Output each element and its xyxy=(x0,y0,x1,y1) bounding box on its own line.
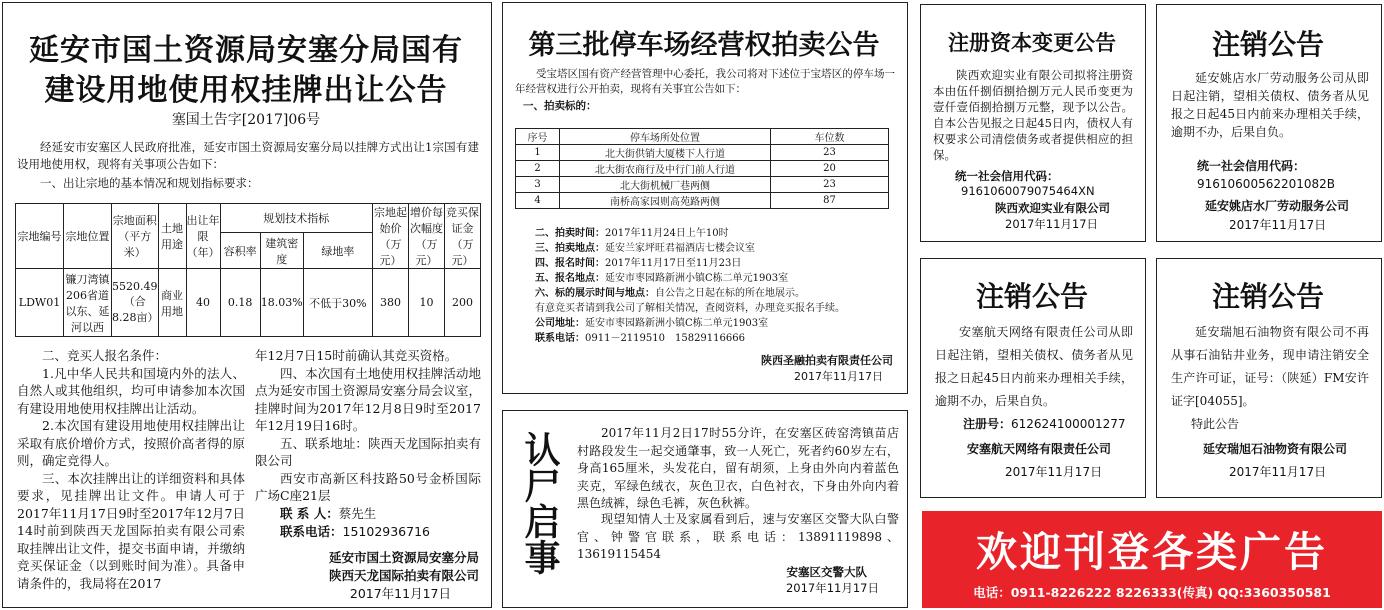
cancel1-title: 注销公告 xyxy=(1211,28,1324,61)
land-col1-para: 三、本次挂牌出让的详细资料和具体要求，见挂牌出让文件。申请人可于2017年11月17日9时至2017年12月7日14时前到陕西天龙国际拍卖有限公司索取挂牌出让文件，提交书面申请，并缴纳竞买保证金（以到账时间为准）。具备申请条件的，我局将在2017 xyxy=(17,470,245,591)
land-date: 2017年11月17日 xyxy=(349,586,451,601)
capital-signer: 陕西欢迎实业有限公司 xyxy=(995,201,1110,215)
capital-change-notice xyxy=(920,4,1146,242)
land-notice-title-line1: 延安市国土资源局安塞分局国有 xyxy=(29,33,463,68)
ad-headline: 欢迎刊登各类广告 xyxy=(976,528,1328,576)
phone-number: 15102936716 xyxy=(342,523,430,539)
phone-label: 联系电话： xyxy=(280,523,343,539)
cancel2-title: 注销公告 xyxy=(975,280,1088,313)
parking-row xyxy=(516,193,889,209)
cell-increment: 10 xyxy=(409,269,445,337)
parking-cell-location: 北大街农商行及中行门前人行道 xyxy=(560,161,771,177)
land-parcel-table xyxy=(15,203,481,337)
header-planning: 规划技术指标 xyxy=(220,204,373,233)
parking-date: 2017年11月17日 xyxy=(794,370,883,383)
header-code: 宗地编号 xyxy=(16,204,64,269)
parking-detail-line: 三、拍卖地点：延安兰家坪旺君福酒店七楼会议室 xyxy=(535,243,755,254)
parking-cell-no: 1 xyxy=(516,145,560,161)
parking-row xyxy=(516,145,889,161)
parking-cell-spaces: 87 xyxy=(771,193,889,209)
header-density: 建筑密度 xyxy=(260,233,303,269)
land-col2-para: 五、联系地址：陕西天龙国际拍卖有限公司 xyxy=(255,435,481,468)
cancel1-code-label: 统一社会信用代码： xyxy=(1197,159,1306,173)
ad-contact: 电话：0911-8226222 8226333(传真) QQ:3360350581 xyxy=(973,585,1331,600)
cancel1-body: 延安姚店水厂劳动服务公司从即日起注销，望相关债权、债务者从见报之日起45日内前来办理相关手续，逾期不办，后果自负。 xyxy=(1171,71,1369,139)
cell-green: 不低于30% xyxy=(303,269,372,337)
header-use: 土地用途 xyxy=(158,204,186,269)
cell-code: LDW01 xyxy=(16,269,64,337)
header-term: 出让年限（年） xyxy=(186,204,220,269)
parking-intro: 受宝塔区国有资产经营管理中心委托，我公司将对下述位于宝塔区的停车场一年经营权进行公开拍卖，现将有关事宜公告如下： xyxy=(515,68,895,95)
parking-header-no: 序号 xyxy=(516,129,560,145)
parking-note: 有意竞买者请到我公司了解相关情况，查阅资料，办理竞买报名手续。 xyxy=(535,303,845,314)
parking-header-spaces: 车位数 xyxy=(771,129,889,145)
parking-detail-line: 二、拍卖时间：2017年11月24日上午10时 xyxy=(535,228,729,239)
cell-term: 40 xyxy=(186,269,220,337)
cancel2-body: 安塞航天网络有限责任公司从即日起注销，望相关债权、债务者从见报之日起45日内前来办理相关手续，逾期不办，后果自负。 xyxy=(935,325,1133,408)
parking-auction-notice xyxy=(502,2,908,394)
parking-cell-location: 北大街机械厂巷两侧 xyxy=(560,177,771,193)
land-contact-phone xyxy=(255,523,481,541)
cell-start-price: 380 xyxy=(373,269,409,337)
land-notice-col2 xyxy=(255,347,481,541)
header-far: 容积率 xyxy=(220,233,260,269)
parking-signer: 陕西圣融拍卖有限责任公司 xyxy=(761,354,893,367)
cancel1-date: 2017年11月17日 xyxy=(1229,218,1327,232)
parking-cell-spaces: 20 xyxy=(771,161,889,177)
corpse-date: 2017年11月17日 xyxy=(785,581,879,595)
header-location: 宗地位置 xyxy=(64,204,112,269)
land-transfer-notice xyxy=(2,2,492,608)
corpse-para1: 2017年11月2日17时55分许，在安塞区砖窑湾镇苗店村路段发生一起交通肇事，致一人死亡，死者约60岁左右，身高165厘米，头发花白，留有胡须，上身由外向内着蓝色夹克，军绿色绒衣，灰色卫衣，白色衬衣，下身由外向内着黑色绒裤，绿色毛裤，灰色秋裤。 xyxy=(577,426,899,510)
capital-title: 注册资本变更公告 xyxy=(948,30,1116,55)
cancel3-date: 2017年11月17日 xyxy=(1229,465,1327,479)
parking-detail-line: 六、标的展示时间与地点：自公告之日起在标的所在地展示。 xyxy=(535,288,805,299)
parking-cell-spaces: 23 xyxy=(771,177,889,193)
land-col2-para: 年12月7日15时前确认其竞买资格。 xyxy=(255,348,458,363)
parking-cell-spaces: 23 xyxy=(771,145,889,161)
cell-use: 商业用地 xyxy=(158,269,186,337)
cancel2-date: 2017年11月17日 xyxy=(1005,465,1103,479)
cancellation-notice-yaodian xyxy=(1156,4,1382,242)
parking-cell-no: 3 xyxy=(516,177,560,193)
contact-name: 蔡先生 xyxy=(338,505,377,521)
cancel3-title: 注销公告 xyxy=(1211,280,1324,313)
cancel2-reg: 注册号：612624100001277 xyxy=(963,417,1126,431)
cancel1-signer: 延安姚店水厂劳动服务公司 xyxy=(1205,199,1350,213)
capital-body: 陕西欢迎实业有限公司拟将注册资本由伍仟捌佰捌拾捌万元人民币变更为壹仟壹佰捌拾捌万元整，现予以公告。自本公告见报之日起45日内，债权人有权要求公司清偿债务或者提供相应的担保。 xyxy=(933,68,1133,162)
contact-label: 联 系 人： xyxy=(280,505,339,521)
header-green: 绿地率 xyxy=(303,233,372,269)
parking-cell-no: 4 xyxy=(516,193,560,209)
land-contact-person xyxy=(255,505,481,523)
cancel2-signer: 安塞航天网络有限责任公司 xyxy=(967,442,1112,456)
land-notice-title-line2: 建设用地使用权挂牌出让公告 xyxy=(44,73,448,108)
parking-subject-label: 一、拍卖标的： xyxy=(523,100,597,112)
header-deposit: 竞买保证金（万元） xyxy=(445,204,481,269)
land-notice-intro: 经延安市安塞区人民政府批准，延安市国土资源局安塞分局以挂牌方式出让1宗国有建设用地使用权，现将有关事项公告如下： xyxy=(17,140,479,171)
parking-cell-no: 2 xyxy=(516,161,560,177)
land-signer2: 陕西天龙国际拍卖有限公司 xyxy=(328,568,479,583)
corpse-title: 认尸启事 xyxy=(519,431,561,575)
land-notice-col1 xyxy=(17,347,245,592)
capital-code-label: 统一社会信用代码： xyxy=(955,169,1059,183)
corpse-signer: 安塞区交警大队 xyxy=(786,565,867,579)
parking-row xyxy=(516,177,889,193)
header-increment: 增价每次幅度（万元） xyxy=(409,204,445,269)
cancel3-signer: 延安瑞旭石油物资有限公司 xyxy=(1203,442,1348,456)
cancel3-special: 特此公告 xyxy=(1191,417,1240,431)
cell-deposit: 200 xyxy=(445,269,481,337)
parking-cell-location: 南桥高家园则高苑路两侧 xyxy=(560,193,771,209)
parking-detail-line: 五、报名地点：延安市枣园路新洲小镇C栋二单元1903室 xyxy=(535,273,789,284)
land-signer1: 延安市国土资源局安塞分局 xyxy=(328,550,479,565)
header-start-price: 宗地起始价（万元） xyxy=(373,204,409,269)
cell-area: 5520.49（合8.28亩） xyxy=(112,269,159,337)
parking-address: 公司地址：延安市枣园路新洲小镇C栋二单元1903室 xyxy=(535,318,769,329)
header-area: 宗地面积（平方米） xyxy=(112,204,159,269)
land-col2-para: 四、本次国有土地使用权挂牌活动地点为延安市国土资源局安塞分局会议室，挂牌时间为2017年12月8日9时至2017年12月19日16时。 xyxy=(255,365,481,433)
parking-row xyxy=(516,161,889,177)
parking-table xyxy=(515,128,889,209)
capital-code: 9161060079075464XN xyxy=(961,184,1095,198)
capital-date: 2017年11月17日 xyxy=(1005,217,1099,231)
parking-title: 第三批停车场经营权拍卖公告 xyxy=(528,30,880,61)
land-col1-para: 2.本次国有建设用地使用权挂牌出让采取有底价增价方式，按照价高者得的原则，确定竞得人。 xyxy=(17,418,245,468)
cancellation-notice-ruixu xyxy=(1156,258,1382,498)
land-notice-doc-number: 塞国土告字[2017]06号 xyxy=(171,112,321,128)
parking-header-location: 停车场所处位置 xyxy=(560,129,771,145)
land-col2-para: 西安市高新区科技路50号金桥国际广场C座21层 xyxy=(255,470,481,503)
advertising-banner xyxy=(922,511,1382,608)
parking-cell-location: 北大街供销大厦楼下人行道 xyxy=(560,145,771,161)
cell-far: 0.18 xyxy=(220,269,260,337)
land-col1-para: 1.凡中华人民共和国境内外的法人、自然人或其他组织，均可申请参加本次国有建设用地使用权挂牌出让活动。 xyxy=(17,365,245,416)
parking-detail-line: 四、报名时间：2017年11月17日至11月23日 xyxy=(535,258,742,269)
cancellation-notice-hangtian xyxy=(920,258,1146,498)
land-col1-para: 二、竞买人报名条件： xyxy=(42,348,168,363)
corpse-para2: 现望知情人士及家属看到后，速与安塞区交警大队白警官、钟警官联系，联系电话：13891119898、13619115454 xyxy=(577,512,899,561)
cancel3-body: 延安瑞旭石油物资有限公司不再从事石油钻井业务，现申请注销安全生产许可证，证号：（陕延）FM安许证字[04055]。 xyxy=(1171,325,1369,408)
parking-details xyxy=(535,226,895,346)
cancel1-code: 91610600562201082B xyxy=(1197,177,1336,191)
parking-phone: 联系电话：0911－2119510 15829116666 xyxy=(535,333,745,344)
cell-location: 镰刀湾镇206省道以东、延河以西 xyxy=(64,269,112,337)
corpse-identification-notice xyxy=(502,410,908,608)
land-notice-section1: 一、出让宗地的基本情况和规划指标要求： xyxy=(40,176,259,190)
cell-density: 18.03% xyxy=(260,269,303,337)
